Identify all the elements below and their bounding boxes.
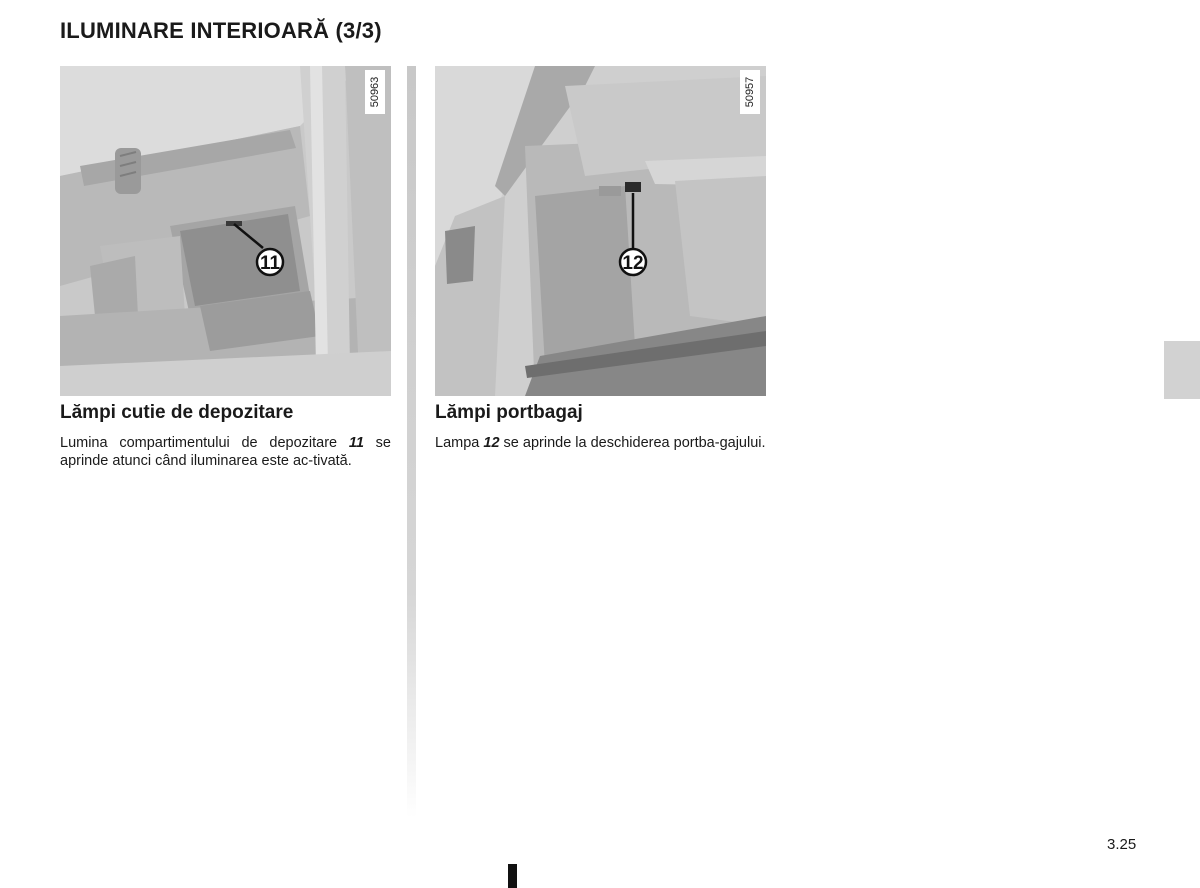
glovebox-illustration <box>60 66 391 396</box>
reference-number: 12 <box>483 435 500 451</box>
section-text-trunk <box>435 434 766 452</box>
chapter-tab <box>1164 341 1200 399</box>
figure-code: 50963 <box>369 76 381 108</box>
page-number: 3.25 <box>1107 836 1137 853</box>
section-heading-trunk: Lămpi portbagaj <box>435 402 583 423</box>
section-heading-glovebox: Lămpi cutie de depozitare <box>60 402 294 423</box>
callout-12: 12 <box>622 253 644 274</box>
column-divider <box>407 66 416 818</box>
figure-code-label <box>740 70 760 114</box>
figure-code: 50957 <box>744 76 756 108</box>
text-part: se aprinde la deschiderea portba-gajului. <box>499 435 766 451</box>
text-part: se aprinde atunci când iluminarea este ac-tivată. <box>60 435 391 469</box>
callout-11: 11 <box>259 253 281 274</box>
section-text-glovebox <box>60 434 391 470</box>
bottom-marker <box>508 864 517 888</box>
trunk-illustration <box>435 66 766 396</box>
page-title: ILUMINARE INTERIOARĂ (3/3) <box>60 18 382 43</box>
reference-number: 11 <box>348 435 364 451</box>
text-part: Lumina compartimentului de depozitare <box>60 435 349 451</box>
text-part: Lampa <box>435 435 484 451</box>
figure-code-label <box>365 70 385 114</box>
